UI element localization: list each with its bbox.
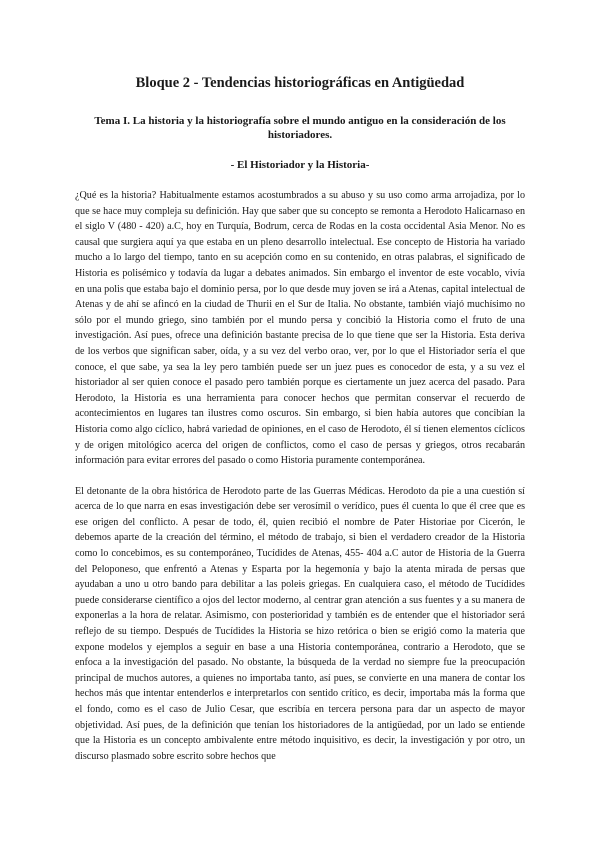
topic-subtitle: Tema I. La historia y la historiografía sobre el mundo antiguo en la consideración de los historiadores. [94, 115, 506, 141]
body-paragraph-1: ¿Qué es la historia? Habitualmente estamos acostumbrados a su abuso y su uso como arma arrojadiza, por lo que se hace muy compleja su definición. Hay que saber que su concepto se remonta a Herodoto Halicarnaso en el siglo V (480 - 420) a.C, hoy en Turquía, Bodrum, cerca de Rodas en la costa occidental Asia Menor. No es causal que surgiera aquí ya que estaba en un pleno desarrollo intelectual. Ese concepto de Historia ha variado mucho a lo largo del tiempo, tanto en su acepción como en su contenido, en otras palabras, el significado de Historia es polisémico y todavía da lugar a debates animados. Sin embargo el inventor de este vocablo, vivía en una polis que estaba bajo el dominio persa, por lo que desde muy joven se irá a Atenas, capital intelectual de Atenas y de ahí se afincó en la ciudad de Thurii en el Sur de Italia. No obstante, también viajó muchísimo no sólo por el mundo griego, sino también por el mundo persa y concibió la Historia como el fruto de una investigación. Así pues, ofrece una definición bastante precisa de lo que tiene que ser la Historia. Esta deriva de los verbos que significan saber, oída, y a su vez del verbo orao, ver, por lo que el Historiador sería el que conoce, el que sabe, ya sea la ley pero también puede ser un juez pues es conocedor de esta, y a su vez el historiador al ser quien conoce el pasado pero también porque es ciertamente un juez acerca del pasado. Para Herodoto, la Historia es una herramienta para conocer hechos que permitan conservar el recuerdo de acontecimientos en lugares tan ilustres como oscuros. Sin embargo, si bien había autores que concibían la Historia como algo cíclico, habrá variedad de opiniones, en el caso de Herodoto, él sí tienen elementos cíclicos y de origen mitológico acerca del origen de conflictos, como el caso de persas y griegos, otros recabarán información para evitar errores del pasado o como Historia puramente contemporánea. [75, 190, 525, 467]
section-heading: - El Historiador y la Historia- [230, 159, 370, 171]
body-paragraph-2: El detonante de la obra histórica de Herodoto parte de las Guerras Médicas. Herodoto da pie a una cuestión sí acerca de lo que narra en esas investigación debe ser verosímil o verídico, pues él cuenta lo que él cree que es ese origen del conflicto. A pesar de todo, él, quien recibió el nombre de Pater Historiae por Cicerón, le debemos aparte de la creación del término, el método de trabajo, si bien el verdadero creador de la Historia como lo concebimos, es su contemporáneo, Tucídides de Atenas, 455- 404 a.C autor de Historia de la Guerra del Peloponeso, que enfrentó a Atenas y Esparta por la hegemonía y bajo la atenta mirada de persas que ayudaban a uno u otro bando para debilitar a las poleis griegas. En cualquiera caso, el método de Tucídides puede considerarse científico a ojos del lector moderno, al centrar gran atención a sus fuentes y a su manera de exponerlas a la hora de relatar. Asimismo, con posterioridad y también es de entender que el historiador será reflejo de su tiempo. Después de Tucídides la Historia se hizo retórica o bien se erigió como la materia que expone modelos y ejemplos a seguir en base a una Historia contemporánea, contrario a Herodoto, que se enfoca a la investigación del pasado. No obstante, la búsqueda de la verdad no siempre fue la preocupación principal de muchos autores, a quienes no importaba tanto, así pues, se convierte en una manera de contar los hechos más que intentar entenderlos e interpretarlos con sentido crítico, es decir, importaba más la forma que el fondo, como es el caso de Julio Cesar, que escribía en tercera persona para dar un aspecto de mayor objetividad. Así pues, de la definición que tenían los historiadores de la antigüedad, por un lado se entiende que la Historia es un concepto ambivalente entre método inquisitivo, es decir, la investigación y por otro, un discurso plasmado sobre escrito sobre hechos que [75, 485, 525, 762]
document-title: Bloque 2 - Tendencias historiográficas en Antigüedad [135, 75, 465, 91]
